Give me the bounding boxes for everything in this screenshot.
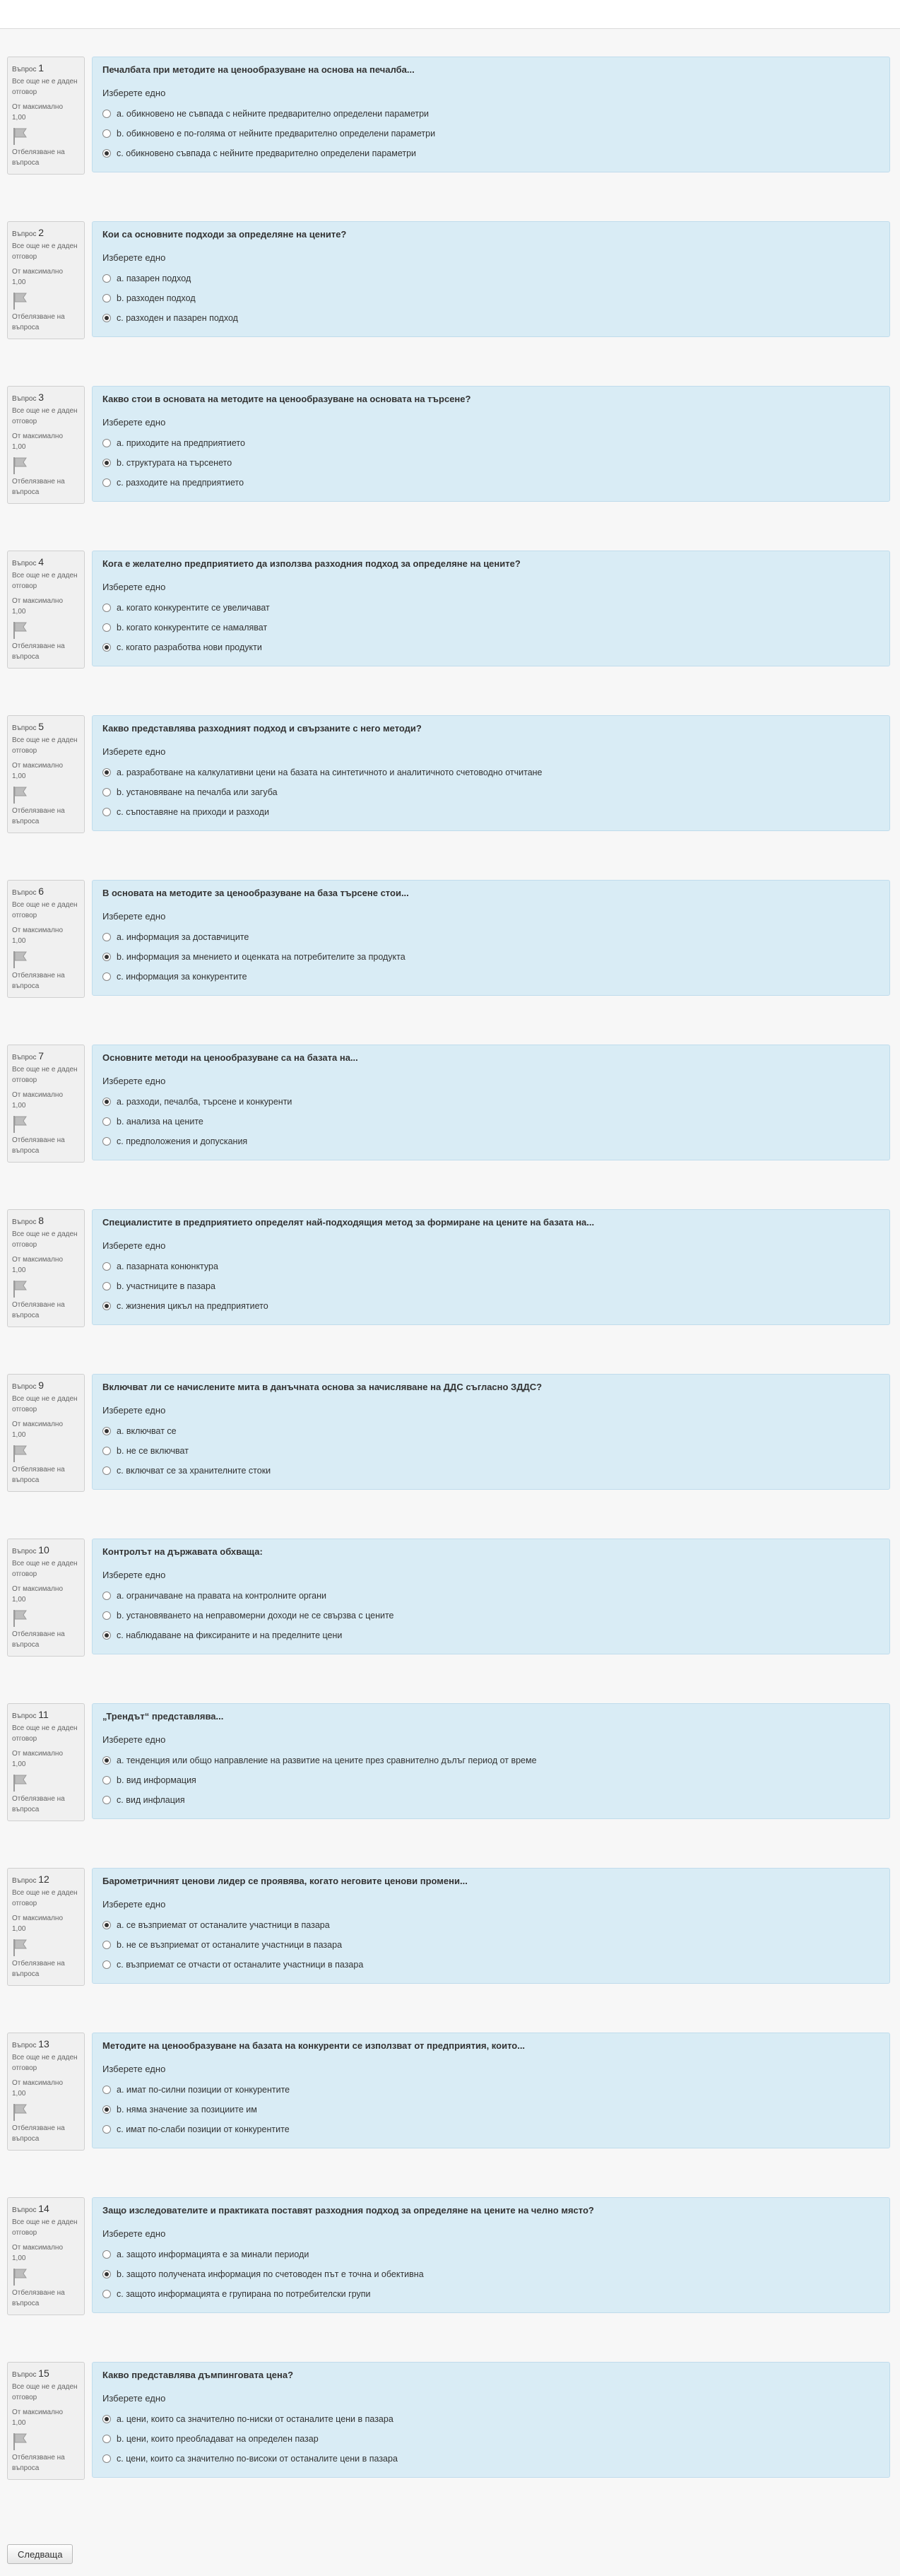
- question-content: [92, 2197, 890, 2313]
- answer-option[interactable]: [102, 1915, 880, 1935]
- question-grade: От максимално 1,00: [12, 1915, 64, 1933]
- question-number: Въпрос 10: [12, 1544, 49, 1555]
- question-number: Въпрос 9: [12, 1380, 45, 1391]
- answer-radio[interactable]: [102, 110, 111, 118]
- answer-radio[interactable]: [102, 2250, 111, 2259]
- answer-label: a. информация за доставчиците: [117, 932, 249, 942]
- question-content: [92, 1374, 890, 1490]
- answer-label: c. когато разработва нови продукти: [117, 642, 262, 652]
- answer-label: b. няма значение за позициите им: [117, 2105, 257, 2115]
- question-content: [92, 1209, 890, 1325]
- answer-option[interactable]: [102, 308, 880, 328]
- answer-option[interactable]: [102, 763, 880, 782]
- flag-question-label[interactable]: Отбелязване на въпроса: [12, 148, 65, 167]
- question-text: Методите на ценообразуване на базата на конкуренти се използват от предприятия, които...: [102, 2040, 526, 2051]
- answer-option[interactable]: [102, 2284, 880, 2304]
- choose-one-prompt: Изберете едно: [102, 582, 166, 592]
- answer-label: b. обикновено е по-голяма от нейните предварително определени параметри: [117, 129, 436, 139]
- answer-label: a. включват се: [117, 1426, 177, 1436]
- answer-label: b. разходен подход: [117, 293, 196, 303]
- answer-option[interactable]: [102, 104, 880, 124]
- answer-option[interactable]: [102, 2429, 880, 2449]
- answer-radio[interactable]: [102, 623, 111, 632]
- answer-option[interactable]: [102, 1421, 880, 1441]
- choose-one-prompt: Изберете едно: [102, 1899, 166, 1910]
- question-content: [92, 551, 890, 666]
- flag-icon[interactable]: [12, 1609, 28, 1628]
- answer-option[interactable]: [102, 433, 880, 453]
- question-grade: От максимално 1,00: [12, 1750, 64, 1768]
- question-state: Все още не е даден отговор: [12, 901, 78, 919]
- question-info: [7, 1703, 85, 1821]
- answer-label: b. анализа на цените: [117, 1117, 203, 1127]
- flag-question-label[interactable]: Отбелязване на въпроса: [12, 2124, 65, 2143]
- question-text: В основата на методите за ценообразуване на база търсене стои...: [102, 888, 409, 898]
- flag-icon[interactable]: [12, 1280, 28, 1298]
- answer-label: c. имат по-слаби позиции от конкурентите: [117, 2124, 290, 2134]
- answer-option[interactable]: [102, 1092, 880, 1112]
- question-grade: От максимално 1,00: [12, 268, 64, 286]
- answer-label: b. не се възприемат от останалите участници в пазара: [117, 1940, 343, 1950]
- question-state: Все още не е даден отговор: [12, 2218, 78, 2237]
- flag-icon[interactable]: [12, 2268, 28, 2286]
- flag-icon[interactable]: [12, 621, 28, 640]
- question-info: [7, 2362, 85, 2480]
- answer-label: a. разработване на калкулативни цени на базата на синтетичното и аналитичното счетоводно отчитане: [117, 767, 543, 777]
- answer-radio[interactable]: [102, 1611, 111, 1620]
- answer-label: c. разходите на предприятието: [117, 478, 244, 488]
- answer-label: c. защото информацията е групирана по потребителски групи: [117, 2289, 371, 2299]
- answer-radio[interactable]: [102, 478, 111, 487]
- answer-radio[interactable]: [102, 2125, 111, 2134]
- question-grade: От максимално 1,00: [12, 2409, 64, 2427]
- answer-label: c. вид инфлация: [117, 1795, 185, 1805]
- flag-question-label[interactable]: Отбелязване на въпроса: [12, 1960, 65, 1978]
- flag-question-label[interactable]: Отбелязване на въпроса: [12, 1630, 65, 1649]
- choose-one-prompt: Изберете едно: [102, 2393, 166, 2404]
- question-number: Въпрос 8: [12, 1215, 45, 1226]
- question-number: Въпрос 15: [12, 2368, 49, 2379]
- question-number: Въпрос 12: [12, 1874, 49, 1885]
- question-info: [7, 1868, 85, 1986]
- flag-icon[interactable]: [12, 1939, 28, 1957]
- question-info: [7, 1539, 85, 1657]
- choose-one-prompt: Изберете едно: [102, 2228, 166, 2239]
- flag-question-label[interactable]: Отбелязване на въпроса: [12, 972, 65, 990]
- question-text: Основните методи на ценообразуване са на базата на...: [102, 1052, 358, 1063]
- flag-question-label[interactable]: Отбелязване на въпроса: [12, 1795, 65, 1813]
- answer-label: c. наблюдаване на фиксираните и на пределните цени: [117, 1630, 343, 1640]
- choose-one-prompt: Изберете едно: [102, 1405, 166, 1416]
- answer-option[interactable]: [102, 598, 880, 618]
- flag-question-label[interactable]: Отбелязване на въпроса: [12, 313, 65, 331]
- answer-option[interactable]: [102, 453, 880, 473]
- answer-option[interactable]: [102, 269, 880, 288]
- answer-radio[interactable]: [102, 1941, 111, 1949]
- answer-radio[interactable]: [102, 643, 111, 652]
- answer-label: a. приходите на предприятието: [117, 438, 245, 448]
- question-content: [92, 1045, 890, 1160]
- answer-label: c. включват се за хранителните стоки: [117, 1466, 271, 1476]
- question-content: [92, 2033, 890, 2148]
- answer-radio[interactable]: [102, 1447, 111, 1455]
- flag-icon[interactable]: [12, 127, 28, 146]
- question-grade: От максимално 1,00: [12, 2079, 64, 2098]
- flag-question-label[interactable]: Отбелязване на въпроса: [12, 1136, 65, 1155]
- answer-option[interactable]: [102, 1625, 880, 1645]
- answer-label: c. възприемат се отчасти от останалите участници в пазара: [117, 1960, 364, 1970]
- answer-option[interactable]: [102, 802, 880, 822]
- question-info: [7, 386, 85, 504]
- answer-option[interactable]: [102, 1586, 880, 1606]
- answer-label: c. разходен и пазарен подход: [117, 313, 238, 323]
- question-info: [7, 2197, 85, 2315]
- answer-option[interactable]: [102, 2409, 880, 2429]
- question-text: Какво представлява разходният подход и свързаните с него методи?: [102, 723, 422, 734]
- answer-radio[interactable]: [102, 2270, 111, 2278]
- answer-label: c. предположения и допускания: [117, 1136, 248, 1146]
- answer-option[interactable]: [102, 1790, 880, 1810]
- answer-option[interactable]: [102, 1276, 880, 1296]
- question-state: Все още не е даден отговор: [12, 407, 78, 425]
- question-content: [92, 1539, 890, 1654]
- question-info: [7, 880, 85, 998]
- question-state: Все още не е даден отговор: [12, 242, 78, 261]
- question-state: Все още не е даден отговор: [12, 1395, 78, 1413]
- answer-label: b. не се включват: [117, 1446, 189, 1456]
- answer-label: b. цени, които преобладават на определен пазар: [117, 2434, 319, 2444]
- answer-option[interactable]: [102, 1257, 880, 1276]
- answer-label: b. участниците в пазара: [117, 1281, 215, 1291]
- question-content: [92, 2362, 890, 2478]
- question-text: Какво представлява дъмпинговата цена?: [102, 2370, 294, 2380]
- answer-radio[interactable]: [102, 1756, 111, 1765]
- question-content: [92, 1703, 890, 1819]
- question-grade: От максимално 1,00: [12, 1585, 64, 1604]
- answer-radio[interactable]: [102, 2415, 111, 2423]
- top-navbar: [0, 0, 900, 29]
- question-grade: От максимално 1,00: [12, 597, 64, 616]
- question-grade: От максимално 1,00: [12, 762, 64, 780]
- question-state: Все още не е даден отговор: [12, 1560, 78, 1578]
- answer-radio[interactable]: [102, 2454, 111, 2463]
- flag-icon[interactable]: [12, 1115, 28, 1134]
- question-number: Въпрос 7: [12, 1050, 45, 1061]
- answer-radio[interactable]: [102, 1631, 111, 1640]
- answer-label: b. информация за мнението и оценката на потребителите за продукта: [117, 952, 405, 962]
- answer-option[interactable]: [102, 1112, 880, 1131]
- question-state: Все още не е даден отговор: [12, 736, 78, 755]
- answer-label: c. цени, които са значително по-високи от останалите цени в пазара: [117, 2454, 398, 2464]
- choose-one-prompt: Изберете едно: [102, 911, 166, 922]
- answer-label: b. когато конкурентите се намаляват: [117, 623, 268, 633]
- question-text: Кои са основните подходи за определяне на цените?: [102, 229, 347, 240]
- flag-question-label[interactable]: Отбелязване на въпроса: [12, 2454, 65, 2472]
- answer-option[interactable]: [102, 1461, 880, 1481]
- answer-option[interactable]: [102, 2449, 880, 2469]
- question-text: Барометричният ценови лидер се проявява, когато неговите ценови промени...: [102, 1876, 468, 1886]
- answer-label: b. установяване на печалба или загуба: [117, 787, 278, 797]
- answer-radio[interactable]: [102, 1776, 111, 1784]
- flag-question-label[interactable]: Отбелязване на въпроса: [12, 1301, 65, 1319]
- answer-option[interactable]: [102, 124, 880, 143]
- flag-icon[interactable]: [12, 786, 28, 804]
- answer-radio[interactable]: [102, 808, 111, 816]
- answer-radio[interactable]: [102, 129, 111, 138]
- question-grade: От максимално 1,00: [12, 1091, 64, 1110]
- question-grade: От максимално 1,00: [12, 1421, 64, 1439]
- answer-radio[interactable]: [102, 1282, 111, 1290]
- choose-one-prompt: Изберете едно: [102, 88, 166, 98]
- answer-option[interactable]: [102, 2100, 880, 2119]
- answer-radio[interactable]: [102, 1137, 111, 1146]
- answer-radio[interactable]: [102, 314, 111, 322]
- next-page-button[interactable]: Следваща: [7, 2544, 73, 2564]
- answer-option[interactable]: [102, 473, 880, 493]
- answer-label: b. установяването на неправомерни доходи не се свързва с цените: [117, 1611, 394, 1621]
- flag-icon[interactable]: [12, 1774, 28, 1792]
- question-text: Какво стои в основата на методите на ценообразуване на основата на търсене?: [102, 394, 471, 404]
- question-content: [92, 221, 890, 337]
- answer-radio[interactable]: [102, 1117, 111, 1126]
- question-number: Въпрос 11: [12, 1709, 49, 1720]
- answer-radio[interactable]: [102, 1098, 111, 1106]
- question-content: [92, 1868, 890, 1984]
- choose-one-prompt: Изберете едно: [102, 746, 166, 757]
- flag-icon[interactable]: [12, 1445, 28, 1463]
- answer-option[interactable]: [102, 143, 880, 163]
- question-state: Все още не е даден отговор: [12, 1066, 78, 1084]
- answer-radio[interactable]: [102, 459, 111, 467]
- answer-label: b. защото получената информация по счетоводен път е точна и обективна: [117, 2269, 424, 2279]
- question-number: Въпрос 4: [12, 556, 45, 567]
- flag-icon[interactable]: [12, 2433, 28, 2451]
- answer-option[interactable]: [102, 1131, 880, 1151]
- flag-icon[interactable]: [12, 292, 28, 310]
- answer-radio[interactable]: [102, 1921, 111, 1929]
- answer-radio[interactable]: [102, 149, 111, 158]
- answer-radio[interactable]: [102, 1466, 111, 1475]
- answer-label: c. съпоставяне на приходи и разходи: [117, 807, 269, 817]
- question-text: Контролът на държавата обхваща:: [102, 1546, 263, 1557]
- question-text: Кога е желателно предприятието да използва разходния подход за определяне на цените?: [102, 558, 521, 569]
- question-text: Защо изследователите и практиката поставят разходния подход за определяне на цените на челно място?: [102, 2205, 594, 2216]
- choose-one-prompt: Изберете едно: [102, 1076, 166, 1086]
- question-state: Все още не е даден отговор: [12, 78, 78, 96]
- answer-label: a. защото информацията е за минали периоди: [117, 2249, 309, 2259]
- answer-radio[interactable]: [102, 1302, 111, 1310]
- choose-one-prompt: Изберете едно: [102, 1734, 166, 1745]
- answer-label: a. разходи, печалба, търсене и конкуренти: [117, 1097, 292, 1107]
- question-text: „Трендът“ представлява...: [102, 1711, 224, 1722]
- question-info: [7, 57, 85, 175]
- question-state: Все още не е даден отговор: [12, 1724, 78, 1743]
- answer-radio[interactable]: [102, 604, 111, 612]
- answer-option[interactable]: [102, 2119, 880, 2139]
- answer-radio[interactable]: [102, 768, 111, 777]
- answer-radio[interactable]: [102, 933, 111, 941]
- answer-radio[interactable]: [102, 788, 111, 796]
- flag-question-label[interactable]: Отбелязване на въпроса: [12, 1466, 65, 1484]
- answer-option[interactable]: [102, 2264, 880, 2284]
- flag-icon[interactable]: [12, 457, 28, 475]
- answer-radio[interactable]: [102, 2435, 111, 2443]
- answer-label: a. когато конкурентите се увеличават: [117, 603, 270, 613]
- answer-radio[interactable]: [102, 953, 111, 961]
- answer-option[interactable]: [102, 288, 880, 308]
- question-content: [92, 57, 890, 172]
- answer-radio[interactable]: [102, 972, 111, 981]
- flag-question-label[interactable]: Отбелязване на въпроса: [12, 2289, 65, 2307]
- answer-label: b. структурата на търсенето: [117, 458, 232, 468]
- question-number: Въпрос 14: [12, 2203, 49, 2214]
- question-number: Въпрос 1: [12, 62, 45, 73]
- choose-one-prompt: Изберете едно: [102, 1240, 166, 1251]
- answer-label: c. обикновено съвпада с нейните предварително определени параметри: [117, 148, 417, 158]
- question-grade: От максимално 1,00: [12, 433, 64, 451]
- question-state: Все още не е даден отговор: [12, 1889, 78, 1907]
- answer-label: a. цени, които са значително по-ниски от останалите цени в пазара: [117, 2414, 393, 2424]
- answer-radio[interactable]: [102, 274, 111, 283]
- question-info: [7, 2033, 85, 2151]
- question-number: Въпрос 5: [12, 721, 45, 732]
- answer-option[interactable]: [102, 637, 880, 657]
- answer-label: c. жизнения цикъл на предприятието: [117, 1301, 268, 1311]
- question-content: [92, 880, 890, 996]
- question-grade: От максимално 1,00: [12, 2244, 64, 2262]
- question-text: Включват ли се начислените мита в данъчната основа за начисляване на ДДС съгласно ЗДДС?: [102, 1382, 543, 1392]
- question-info: [7, 715, 85, 833]
- question-state: Все още не е даден отговор: [12, 2054, 78, 2072]
- answer-radio[interactable]: [102, 439, 111, 447]
- answer-option[interactable]: [102, 2080, 880, 2100]
- answer-option[interactable]: [102, 1935, 880, 1955]
- flag-icon[interactable]: [12, 2103, 28, 2122]
- choose-one-prompt: Изберете едно: [102, 252, 166, 263]
- question-content: [92, 386, 890, 502]
- choose-one-prompt: Изберете едно: [102, 1570, 166, 1580]
- question-number: Въпрос 13: [12, 2038, 49, 2049]
- flag-question-label[interactable]: Отбелязване на въпроса: [12, 478, 65, 496]
- answer-radio[interactable]: [102, 1796, 111, 1804]
- question-number: Въпрос 6: [12, 886, 45, 897]
- question-info: [7, 1209, 85, 1327]
- answer-option[interactable]: [102, 1770, 880, 1790]
- choose-one-prompt: Изберете едно: [102, 417, 166, 428]
- answer-radio[interactable]: [102, 1262, 111, 1271]
- answer-option[interactable]: [102, 967, 880, 987]
- answer-label: a. тенденция или общо направление на развитие на цените през сравнително дълъг период от време: [117, 1755, 537, 1765]
- answer-radio[interactable]: [102, 1427, 111, 1435]
- choose-one-prompt: Изберете едно: [102, 2064, 166, 2074]
- answer-option[interactable]: [102, 947, 880, 967]
- answer-label: b. вид информация: [117, 1775, 196, 1785]
- answer-label: c. информация за конкурентите: [117, 972, 247, 982]
- question-content: [92, 715, 890, 831]
- question-grade: От максимално 1,00: [12, 927, 64, 945]
- question-state: Все още не е даден отговор: [12, 2383, 78, 2401]
- answer-radio[interactable]: [102, 294, 111, 302]
- answer-option[interactable]: [102, 618, 880, 637]
- answer-radio[interactable]: [102, 2290, 111, 2298]
- answer-label: a. обикновено не съвпада с нейните предварително определени параметри: [117, 109, 430, 119]
- answer-option[interactable]: [102, 782, 880, 802]
- answer-option[interactable]: [102, 1751, 880, 1770]
- question-state: Все още не е даден отговор: [12, 1230, 78, 1249]
- question-number: Въпрос 3: [12, 392, 45, 403]
- question-grade: От максимално 1,00: [12, 1256, 64, 1274]
- answer-radio[interactable]: [102, 1592, 111, 1600]
- answer-option[interactable]: [102, 1441, 880, 1461]
- answer-label: a. пазарната конюнктура: [117, 1261, 218, 1271]
- answer-radio[interactable]: [102, 2086, 111, 2094]
- question-info: [7, 221, 85, 339]
- question-info: [7, 1374, 85, 1492]
- answer-label: a. се възприемат от останалите участници в пазара: [117, 1920, 330, 1930]
- question-text: Печалбата при методите на ценообразуване на основа на печалба...: [102, 64, 415, 75]
- answer-option[interactable]: [102, 1606, 880, 1625]
- answer-option[interactable]: [102, 927, 880, 947]
- question-grade: От максимално 1,00: [12, 103, 64, 122]
- flag-icon[interactable]: [12, 951, 28, 969]
- answer-label: a. ограничаване на правата на контролните органи: [117, 1591, 326, 1601]
- question-info: [7, 1045, 85, 1163]
- answer-label: a. пазарен подход: [117, 274, 191, 283]
- answer-option[interactable]: [102, 1955, 880, 1975]
- answer-option[interactable]: [102, 2245, 880, 2264]
- answer-radio[interactable]: [102, 1960, 111, 1969]
- flag-question-label[interactable]: Отбелязване на въпроса: [12, 642, 65, 661]
- question-number: Въпрос 2: [12, 227, 45, 238]
- question-state: Все още не е даден отговор: [12, 572, 78, 590]
- question-text: Специалистите в предприятието определят най-подходящия метод за формиране на цените на базата на...: [102, 1217, 595, 1228]
- answer-label: a. имат по-силни позиции от конкурентите: [117, 2085, 290, 2095]
- question-info: [7, 551, 85, 669]
- answer-radio[interactable]: [102, 2105, 111, 2114]
- flag-question-label[interactable]: Отбелязване на въпроса: [12, 807, 65, 825]
- answer-option[interactable]: [102, 1296, 880, 1316]
